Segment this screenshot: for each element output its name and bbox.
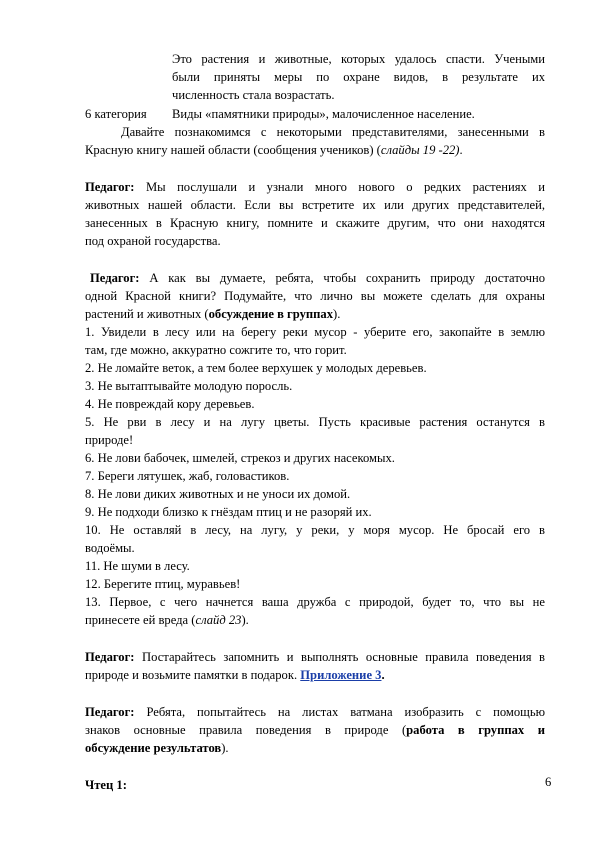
- p4-end: ).: [221, 741, 229, 755]
- rule-5b: природе!: [85, 433, 134, 447]
- rule-1b: там, где можно, аккуратно сожгите то, что горит.: [85, 343, 347, 357]
- reader-label: Чтец 1:: [85, 778, 127, 792]
- acquaint-end: .: [459, 143, 463, 157]
- p1-line-1: [85, 180, 545, 195]
- rule-13a: 13. Первое, с чего начнется ваша дружба с природой, будет то, что вы не: [85, 595, 545, 609]
- p4-text-2: знаков основные правила поведения в природе (: [85, 723, 407, 737]
- rule-10b: водоёмы.: [85, 541, 135, 555]
- rule-13b: [85, 613, 249, 628]
- p4-line-3: [85, 741, 229, 756]
- p3-text-1: Постарайтесь запомнить и выполнять основные правила поведения в: [142, 650, 545, 664]
- speaker-label: Педагог:: [85, 705, 135, 719]
- results-discussion: обсуждение результатов: [85, 741, 222, 755]
- p2-text-3: растений и животных (: [85, 307, 209, 321]
- p2-end: ).: [333, 307, 341, 321]
- speaker-label: Педагог:: [85, 180, 135, 194]
- rule-6: 6. Не лови бабочек, шмелей, стрекоз и других насекомых.: [85, 451, 395, 465]
- slide-ref: слайд 23: [195, 613, 242, 627]
- rule-10a: 10. Не оставляй в лесу, на лугу, у реки, у моря мусор. Не бросай его в: [85, 523, 545, 537]
- category-label: 6 категория: [85, 107, 147, 121]
- rule-4: 4. Не повреждай кору деревьев.: [85, 397, 255, 411]
- slides-ref: слайды 19 -22): [380, 143, 460, 157]
- rule-13b-text: принесете ей вреда (: [85, 613, 196, 627]
- rule-9: 9. Не подходи близко к гнёздам птиц и не разоряй их.: [85, 505, 372, 519]
- rule-7: 7. Береги лятушек, жаб, головастиков.: [85, 469, 290, 483]
- p2-line-3: [85, 307, 340, 322]
- p1-text-1: Мы послушали и узнали много нового о редких растениях и: [145, 180, 545, 194]
- rule-11: 11. Не шуми в лесу.: [85, 559, 190, 573]
- p3-line-1: [85, 650, 545, 665]
- intro-line-2: были приняты меры по охране видов, в результате их: [172, 70, 545, 84]
- rule-2: 2. Не ломайте веток, а тем более верхушек у молодых деревьев.: [85, 361, 427, 375]
- p1-line-2: животных нашей области. Если вы встретите их или других представителей,: [85, 198, 545, 212]
- category-text: Виды «памятники природы», малочисленное население.: [172, 107, 475, 121]
- rule-5a: 5. Не рви в лесу и на лугу цветы. Пусть красивые растения останутся в: [85, 415, 545, 429]
- p3-line-2: [85, 668, 385, 683]
- rule-12: 12. Берегите птиц, муравьев!: [85, 577, 241, 591]
- p2-text-1: А как вы думаете, ребята, чтобы сохранить природу достаточно: [149, 271, 545, 285]
- p4-text-1: Ребята, попытайтесь на листах ватмана изобразить с помощью: [146, 705, 546, 719]
- rule-8: 8. Не лови диких животных и не уноси их домой.: [85, 487, 351, 501]
- p4-line-1: [85, 705, 545, 720]
- acquaint-line-2: [85, 143, 463, 158]
- group-discussion: обсуждение в группах: [208, 307, 334, 321]
- speaker-label: Педагог:: [85, 650, 135, 664]
- p3-text-2: природе и возьмите памятки в подарок.: [85, 668, 298, 682]
- intro-line-1: Это растения и животные, которых удалось спасти. Учеными: [172, 52, 545, 66]
- group-work: работа в группах и: [406, 723, 546, 737]
- p1-line-4: под охраной государства.: [85, 234, 221, 248]
- rule-3: 3. Не вытаптывайте молодую поросль.: [85, 379, 293, 393]
- p2-line-1: [90, 271, 545, 286]
- p3-end: .: [381, 668, 385, 682]
- p4-line-2: [85, 723, 545, 738]
- speaker-label: Педагог:: [90, 271, 140, 285]
- appendix-link[interactable]: Приложение 3: [300, 668, 382, 682]
- rule-13b-end: ).: [241, 613, 249, 627]
- acquaint-text: Красную книгу нашей области (сообщения учеников) (: [85, 143, 381, 157]
- p1-line-3: занесенных в Красную книгу, помните и скажите другим, что они находятся: [85, 216, 545, 230]
- page-number: 6: [545, 775, 552, 789]
- rule-1a: 1. Увидели в лесу или на берегу реки мусор - уберите его, закопайте в землю: [85, 325, 545, 339]
- p2-line-2: одной Красной книги? Подумайте, что лично вы можете сделать для охраны: [85, 289, 545, 303]
- acquaint-line-1: Давайте познакомимся с некоторыми представителями, занесенными в: [121, 125, 545, 139]
- intro-line-3: численность стала возрастать.: [172, 88, 335, 102]
